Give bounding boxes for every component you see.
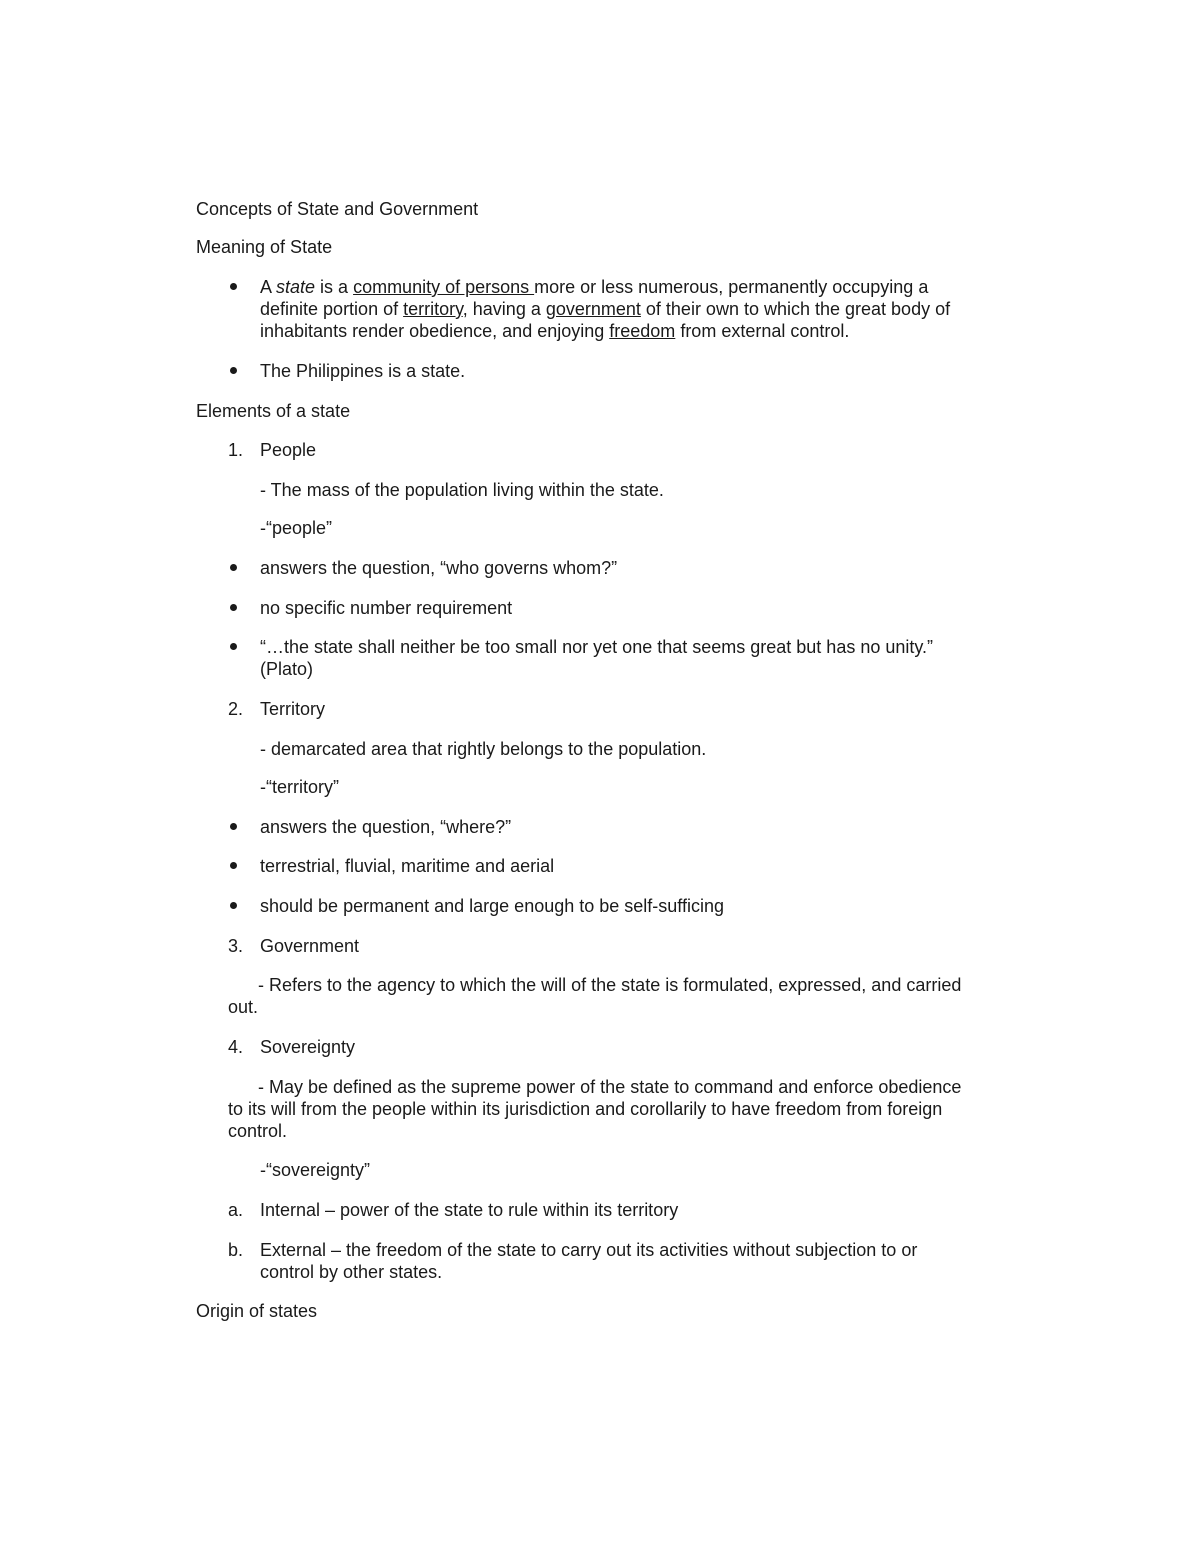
list-number: 3. <box>228 936 244 956</box>
element-people-quote: -“people” <box>260 518 333 538</box>
section-heading-elements: Elements of a state <box>196 401 351 421</box>
bullet-icon <box>230 564 237 571</box>
definition-line-3: inhabitants render obedience, and enjoying freedom from external control. <box>260 321 850 341</box>
bullet-icon <box>230 823 237 830</box>
element-sovereignty-desc-line-3: control. <box>228 1121 288 1141</box>
people-bullet-2: no specific number requirement <box>260 598 513 618</box>
sovereignty-external-line-2: control by other states. <box>260 1262 443 1282</box>
section-heading-origin: Origin of states <box>196 1301 318 1321</box>
list-number: 4. <box>228 1037 244 1057</box>
list-number: 2. <box>228 699 244 719</box>
bullet-icon <box>230 367 237 374</box>
sovereignty-external-line-1: External – the freedom of the state to carry out its activities without subjection to or <box>260 1240 918 1260</box>
element-government-desc-line-1: - Refers to the agency to which the will of the state is formulated, expressed, and carried <box>258 975 962 995</box>
definition-line-1: A state is a community of persons more or less numerous, permanently occupying a <box>260 277 929 297</box>
term-government: government <box>545 299 641 319</box>
element-sovereignty-desc-line-1: - May be defined as the supreme power of the state to command and enforce obedience <box>258 1077 962 1097</box>
element-sovereignty-label: Sovereignty <box>260 1037 356 1057</box>
element-government-label: Government <box>260 936 360 956</box>
territory-bullet-3: should be permanent and large enough to be self-sufficing <box>260 896 724 916</box>
element-sovereignty-desc-line-2: to its will from the people within its jurisdiction and corollarily to have freedom from foreign <box>228 1099 943 1119</box>
element-territory-label: Territory <box>260 699 326 719</box>
bullet-icon <box>230 862 237 869</box>
document-title: Concepts of State and Government <box>196 199 479 219</box>
term-community: community of persons <box>353 277 535 297</box>
element-sovereignty-quote: -“sovereignty” <box>260 1160 371 1180</box>
term-freedom: freedom <box>609 321 676 341</box>
people-bullet-3-attribution: (Plato) <box>260 659 314 679</box>
philippines-statement: The Philippines is a state. <box>260 361 466 381</box>
list-number: 1. <box>228 440 244 460</box>
sovereignty-internal: Internal – power of the state to rule within its territory <box>260 1200 679 1220</box>
section-heading-meaning: Meaning of State <box>196 237 333 257</box>
element-government-desc-line-2: out. <box>228 997 259 1017</box>
bullet-icon <box>230 604 237 611</box>
bullet-icon <box>230 902 237 909</box>
territory-bullet-1: answers the question, “where?” <box>260 817 512 837</box>
element-territory-desc: - demarcated area that rightly belongs to the population. <box>260 739 707 759</box>
bullet-icon <box>230 283 237 290</box>
definition-line-2: definite portion of territory, having a government of their own to which the great body of <box>260 299 951 319</box>
element-people-label: People <box>260 440 317 460</box>
element-territory-quote: -“territory” <box>260 777 339 797</box>
people-bullet-1: answers the question, “who governs whom?” <box>260 558 618 578</box>
list-letter: b. <box>228 1240 244 1260</box>
people-bullet-3: “…the state shall neither be too small nor yet one that seems great but has no unity.” <box>260 637 934 657</box>
territory-bullet-2: terrestrial, fluvial, maritime and aerial <box>260 856 555 876</box>
term-state: state <box>276 277 316 297</box>
bullet-icon <box>230 643 237 650</box>
list-letter: a. <box>228 1200 244 1220</box>
term-territory: territory <box>403 299 463 319</box>
element-people-desc: - The mass of the population living within the state. <box>260 480 664 500</box>
